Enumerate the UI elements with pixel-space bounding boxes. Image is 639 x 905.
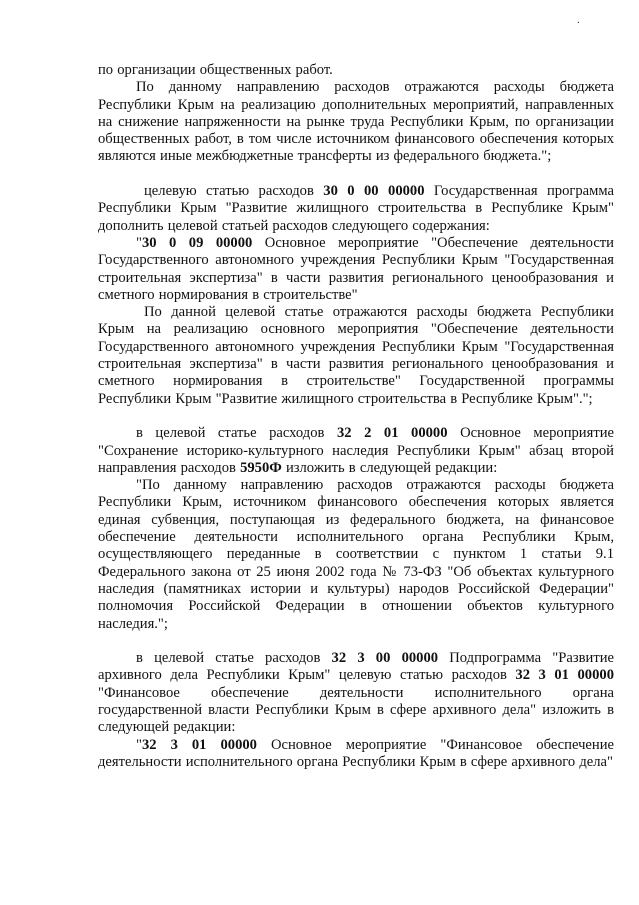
paragraph-text: Основное мероприятие "Обеспечение деятельности Государственного автономного учреждения Республики Крым "Государственная строительная экспертиза" в части развития регионального ценообразования и сметного нормирования в строительстве" bbox=[98, 234, 614, 303]
paragraph-continuation: по организации общественных работ. bbox=[98, 62, 333, 78]
budget-code: 5950Ф bbox=[240, 459, 282, 476]
paragraph-subprogram-32-3 bbox=[98, 650, 614, 736]
paragraph-text: Подпрограмма "Развитие архивного дела Республики Крым" целевую статью расходов bbox=[98, 650, 614, 684]
paragraph-text: " bbox=[136, 736, 142, 753]
budget-code: 30 0 09 00000 bbox=[141, 234, 253, 251]
budget-code: 32 3 01 00000 bbox=[141, 736, 257, 753]
paragraph-article-30-0-09 bbox=[98, 235, 614, 304]
document-body bbox=[98, 62, 614, 771]
paragraph-text: в целевой статье расходов bbox=[136, 650, 332, 667]
paragraph-subvention: "По данному направлению расходов отражаются расходы бюджета Республики Крым, источником финансового обеспечения которых является единая субвенция, поступающая из федерального бюджета, на финансовое обеспечение деятельности исполнительного органа Республики Крым, осуществляющего переданные в соответствии с пунктом 1 статьи 9.1 Федерального закона от 25 июня 2002 года № 73-ФЗ "Об объектах культурного наследия (памятниках истории и культуры) народов Российской Федерации" полномочия Российской Федерации в отношении объектов культурного наследия."; bbox=[98, 477, 614, 632]
corner-mark: . bbox=[577, 14, 580, 26]
paragraph-text: целевую статью расходов bbox=[144, 183, 324, 200]
spacer bbox=[98, 166, 614, 183]
paragraph-text: Государственная программа Республики Крым "Развитие жилищного строительства в Республике Крым" дополнить целевой статьей расходов следующего содержания: bbox=[98, 183, 614, 234]
paragraph-article-32-3-01 bbox=[98, 737, 614, 772]
paragraph-text: в целевой статье расходов bbox=[136, 425, 337, 442]
paragraph-article-32-2-01 bbox=[98, 425, 614, 477]
budget-code: 32 3 00 00000 bbox=[331, 650, 439, 667]
paragraph-text: " bbox=[136, 234, 142, 251]
paragraph-text: "Финансовое обеспечение деятельности исполнительного органа государственной власти Республики Крым в сфере архивного дела" изложить в следующей редакции: bbox=[98, 684, 614, 736]
budget-code: 32 3 01 00000 bbox=[515, 667, 614, 684]
paragraph-program-30 bbox=[98, 183, 614, 235]
budget-code: 32 2 01 00000 bbox=[336, 425, 448, 442]
paragraph-article-description: По данной целевой статье отражаются расходы бюджета Республики Крым на реализацию основного мероприятия "Обеспечение деятельности Государственного автономного учреждения Республики Крым "Государственная строительная экспертиза" в части развития регионального ценообразования и сметного нормирования в строительстве" Государственной программы Республики Крым "Развитие жилищного строительства в Республике Крым"."; bbox=[98, 304, 614, 407]
budget-code: 30 0 00 00000 bbox=[323, 183, 425, 200]
paragraph-public-works: По данному направлению расходов отражаются расходы бюджета Республики Крым на реализацию дополнительных мероприятий, направленных на снижение напряженности на рынке труда Республики Крым, по организации общественных работ, в том числе источником финансового обеспечения которых являются иные межбюджетные трансферты из федерального бюджета."; bbox=[98, 79, 614, 165]
spacer bbox=[98, 408, 614, 425]
paragraph-text: Основное мероприятие "Сохранение историко-культурного наследия Республики Крым" абзац второй направления расходов bbox=[98, 425, 614, 476]
paragraph-text: Основное мероприятие "Финансовое обеспечение деятельности исполнительного органа Республики Крым в сфере архивного дела" bbox=[98, 736, 614, 770]
paragraph-text: изложить в следующей редакции: bbox=[281, 459, 498, 476]
spacer bbox=[98, 633, 614, 650]
